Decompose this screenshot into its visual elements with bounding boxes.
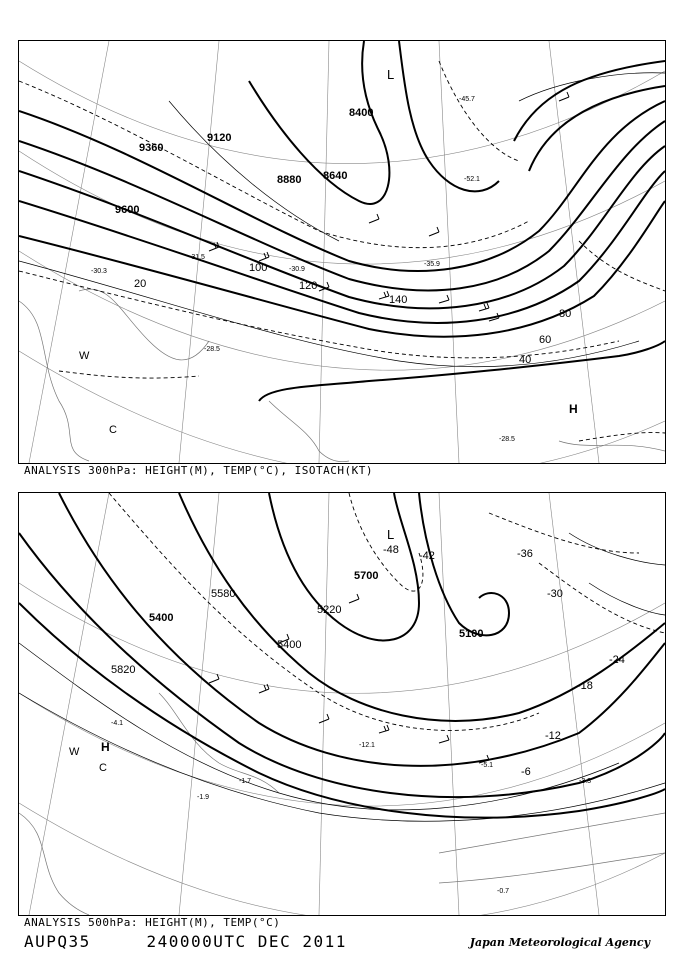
temp-contour-label: -42: [419, 550, 435, 562]
graticule: [19, 493, 665, 915]
bottom-caption: ANALYSIS 500hPa: HEIGHT(M), TEMP(°C): [24, 916, 281, 929]
height-label: 9120: [207, 132, 232, 144]
temp-contour-label: -18: [577, 680, 593, 692]
height-label: 8400: [349, 107, 374, 119]
high-symbol: H: [101, 740, 110, 754]
height-label: 5580: [211, 588, 236, 600]
map-300hpa-labels: [79, 67, 578, 443]
temp-contour-label: -24: [609, 654, 625, 666]
isotach-label: 20: [134, 278, 147, 290]
temp-label: -30.9: [289, 266, 305, 273]
graticule: [19, 41, 665, 463]
station-label: -1.9: [197, 794, 210, 801]
temp-label: -30.3: [91, 268, 107, 275]
isotach-label: 140: [389, 294, 408, 306]
station-label: -4.1: [111, 720, 124, 727]
warm-symbol: W: [79, 350, 90, 362]
low-symbol: L: [387, 527, 395, 542]
height-label: 5400: [149, 612, 174, 624]
high-symbol: H: [569, 402, 578, 416]
height-label: 9600: [115, 204, 140, 216]
temp-contour-label: -36: [517, 548, 533, 560]
map-300hpa: [18, 40, 666, 464]
map-300hpa-graphic: [19, 41, 665, 463]
height-label: 5100: [459, 628, 484, 640]
low-symbol: L: [387, 67, 395, 82]
chart-id-line: [24, 932, 347, 951]
station-label: -3.3: [579, 778, 592, 785]
isotach-label: 120: [299, 280, 318, 292]
temp-contour-label: -30: [547, 588, 563, 600]
isotach-label: 40: [519, 354, 532, 366]
top-caption: ANALYSIS 300hPa: HEIGHT(M), TEMP(°C), ISOTACH(KT): [24, 464, 374, 477]
map-500hpa-graphic: [19, 493, 665, 915]
temp-label: -52.1: [464, 176, 480, 183]
temp-label: -35.9: [424, 261, 440, 268]
temp-label: -45.7: [459, 96, 475, 103]
temp-label: -28.5: [204, 346, 220, 353]
temp-contour-label: -48: [383, 544, 399, 556]
cold-symbol: C: [99, 762, 107, 774]
temp-contour-label: -6: [521, 766, 531, 778]
temp-contours: [19, 533, 665, 821]
temp-contour-label: -12: [545, 730, 561, 742]
temp-label: -31.5: [189, 254, 205, 261]
height-label: 5220: [317, 604, 342, 616]
station-label: -0.7: [497, 888, 510, 895]
chart-id: AUPQ35: [24, 932, 91, 951]
station-label: -5.1: [481, 762, 494, 769]
height-label: 8640: [323, 170, 348, 182]
map-500hpa: [18, 492, 666, 916]
chart-time: 240000UTC DEC 2011: [146, 932, 347, 951]
isotach-label: 100: [249, 262, 268, 274]
station-label: -12.1: [359, 742, 375, 749]
wind-barbs: [209, 594, 489, 763]
temp-label: -28.5: [499, 436, 515, 443]
agency-credit: Japan Meteorological Agency: [469, 936, 650, 949]
height-label: 5820: [111, 664, 136, 676]
warm-symbol: W: [69, 746, 80, 758]
cold-symbol: C: [109, 424, 117, 436]
height-label: 5400: [277, 639, 302, 651]
height-label: 8880: [277, 174, 302, 186]
isotach-label: 60: [539, 334, 552, 346]
isotach-label: 80: [559, 308, 572, 320]
height-label: 9360: [139, 142, 164, 154]
station-label: -1.7: [239, 778, 252, 785]
height-label: 5700: [354, 570, 379, 582]
